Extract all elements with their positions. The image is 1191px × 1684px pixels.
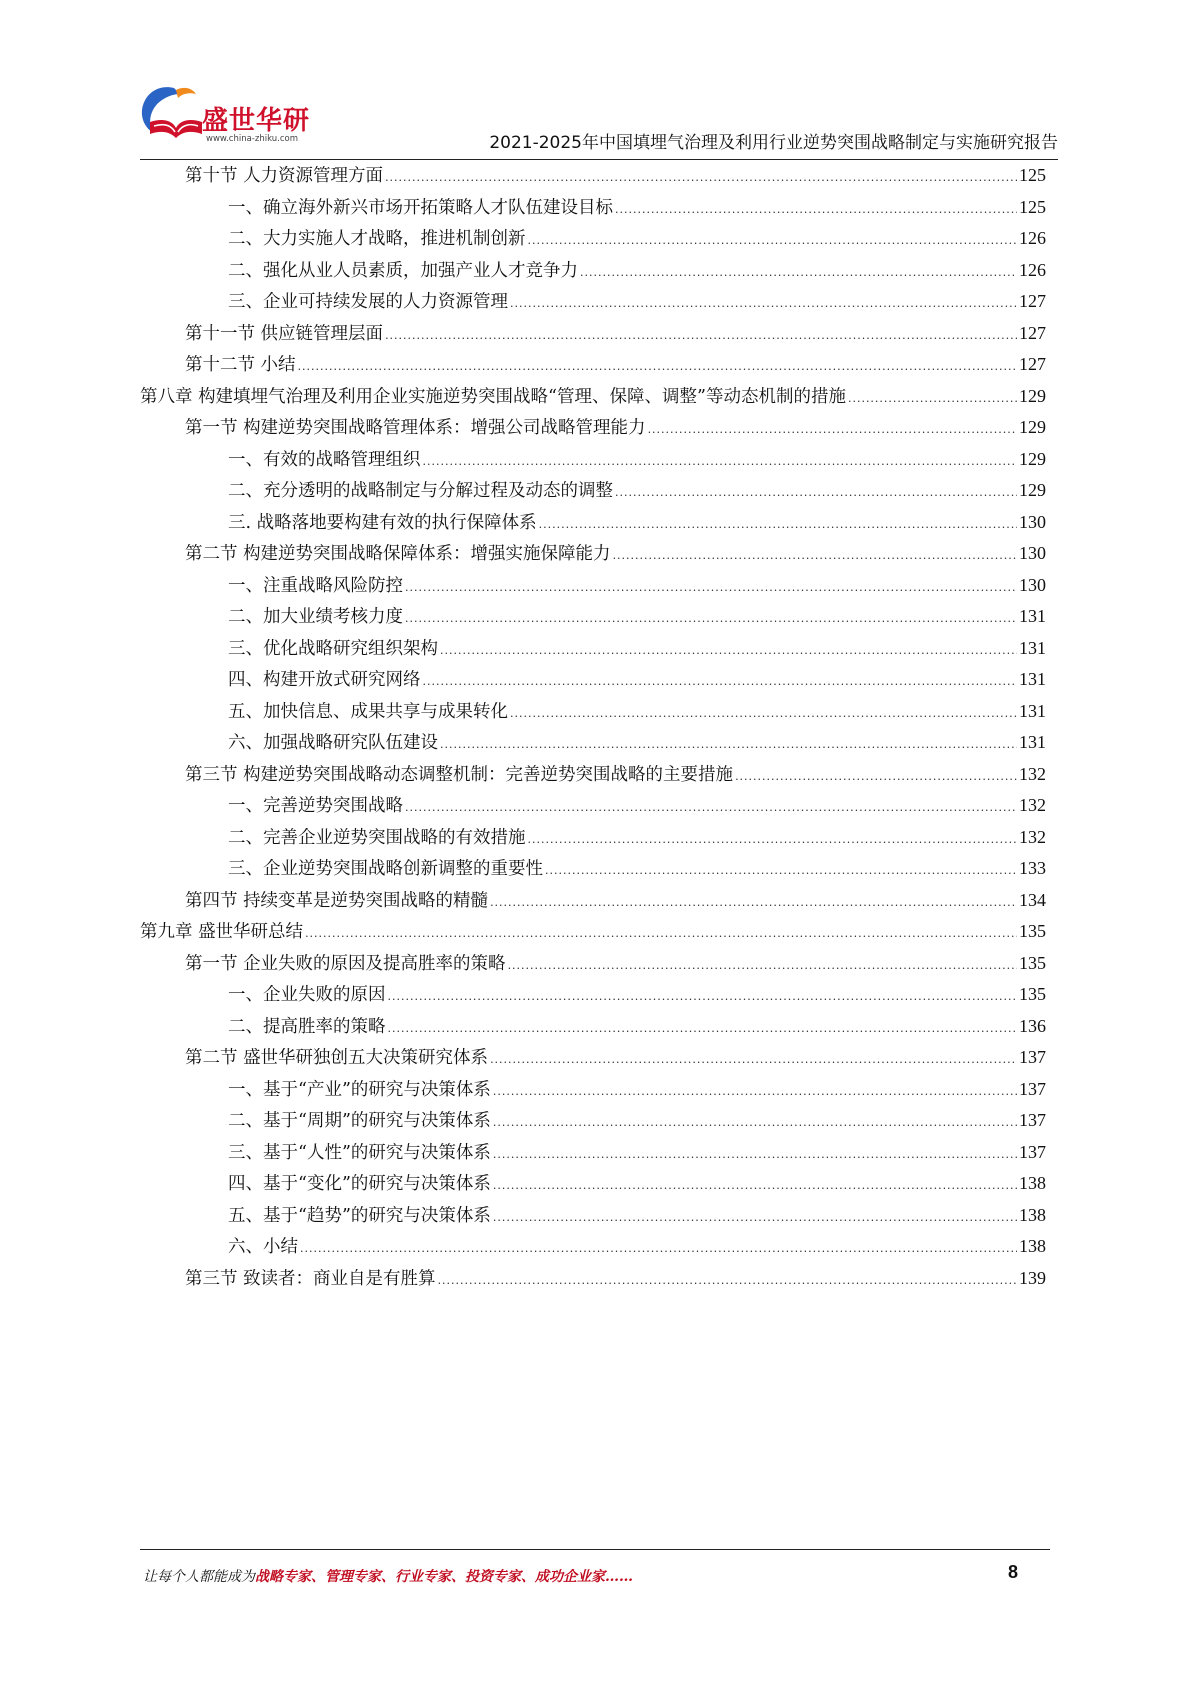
toc-dot-leader xyxy=(615,477,1017,509)
toc-entry-title: 一、基于“产业”的研究与决策体系 xyxy=(228,1079,491,1100)
toc-dot-leader xyxy=(539,509,1017,541)
logo-brand-name: 盛世华研 xyxy=(202,106,311,136)
toc-dot-leader xyxy=(405,572,1017,604)
toc-dot-leader xyxy=(423,446,1018,478)
toc-dot-leader xyxy=(528,824,1018,856)
toc-entry-title: 第三节 致读者：商业自是有胜算 xyxy=(185,1268,436,1289)
toc-dot-leader xyxy=(405,603,1017,635)
toc-entry-page: 126 xyxy=(1019,228,1046,248)
toc-entry-title: 六、小结 xyxy=(228,1237,298,1257)
toc-entry[interactable] xyxy=(140,633,1046,665)
toc-entry-page: 133 xyxy=(1019,858,1046,878)
toc-entry-title: 四、基于“变化”的研究与决策体系 xyxy=(228,1174,491,1194)
toc-dot-leader xyxy=(405,792,1017,824)
toc-entry-page: 137 xyxy=(1019,1110,1046,1130)
footer-slogan xyxy=(143,1566,633,1586)
toc-entry[interactable] xyxy=(140,255,1046,287)
toc-entry[interactable] xyxy=(140,318,1046,350)
toc-dot-leader xyxy=(580,257,1017,289)
toc-entry-page: 137 xyxy=(1019,1047,1046,1067)
toc-entry-title: 五、加快信息、成果共享与成果转化 xyxy=(228,701,508,722)
toc-entry-page: 130 xyxy=(1019,543,1046,563)
toc-entry-page: 135 xyxy=(1019,984,1046,1004)
toc-entry-page: 139 xyxy=(1019,1267,1046,1288)
toc-dot-leader xyxy=(490,887,1017,919)
toc-dot-leader xyxy=(545,855,1017,887)
toc-entry[interactable] xyxy=(140,1011,1046,1043)
toc-entry-page: 132 xyxy=(1019,795,1046,815)
toc-dot-leader xyxy=(438,1265,1017,1297)
toc-entry[interactable] xyxy=(140,853,1046,885)
toc-entry-page: 129 xyxy=(1019,385,1046,406)
toc-dot-leader xyxy=(648,414,1017,446)
toc-entry[interactable] xyxy=(140,570,1046,602)
toc-entry[interactable] xyxy=(140,192,1046,224)
toc-entry-page: 130 xyxy=(1019,574,1046,595)
brand-logo xyxy=(140,82,310,152)
toc-entry-page: 132 xyxy=(1019,763,1046,784)
toc-entry-title: 第十二节 小结 xyxy=(185,355,296,375)
toc-entry-title: 二、加大业绩考核力度 xyxy=(228,607,403,627)
toc-entry[interactable] xyxy=(140,1168,1046,1200)
toc-entry-title: 第二节 盛世华研独创五大决策研究体系 xyxy=(185,1048,489,1068)
toc-entry[interactable] xyxy=(140,381,1046,413)
toc-entry-title: 第三节 构建逆势突围战略动态调整机制：完善逆势突围战略的主要措施 xyxy=(185,764,734,785)
toc-entry-page: 131 xyxy=(1019,637,1046,658)
toc-entry-page: 138 xyxy=(1019,1236,1046,1256)
toc-entry-title: 一、注重战略风险防控 xyxy=(228,575,403,596)
toc-entry-page: 127 xyxy=(1019,291,1046,311)
toc-dot-leader xyxy=(385,162,1017,194)
toc-entry-title: 第二节 构建逆势突围战略保障体系：增强实施保障能力 xyxy=(185,544,611,564)
page-number: 8 xyxy=(1008,1562,1019,1582)
toc-entry-page: 136 xyxy=(1019,1015,1046,1036)
toc-entry[interactable] xyxy=(140,1200,1046,1232)
toc-entry-page: 138 xyxy=(1019,1204,1046,1225)
toc-dot-leader xyxy=(613,540,1017,572)
toc-dot-leader xyxy=(528,225,1018,257)
toc-entry-title: 第一节 企业失败的原因及提高胜率的策略 xyxy=(185,953,506,974)
toc-entry[interactable] xyxy=(140,538,1046,570)
toc-entry-page: 131 xyxy=(1019,606,1046,626)
toc-entry-title: 第十节 人力资源管理方面 xyxy=(185,166,384,186)
toc-entry-title: 五、基于“趋势”的研究与决策体系 xyxy=(228,1205,491,1226)
toc-dot-leader xyxy=(848,383,1017,415)
toc-entry-page: 132 xyxy=(1019,826,1046,847)
toc-entry-title: 第八章 构建填埋气治理及利用企业实施逆势突围战略“管理、保障、调整”等动态机制的措施 xyxy=(140,386,846,407)
toc-entry-title: 二、提高胜率的策略 xyxy=(228,1016,386,1037)
toc-dot-leader xyxy=(423,666,1018,698)
toc-dot-leader xyxy=(298,351,1017,383)
logo-website-url: www.china-zhiku.com xyxy=(206,134,298,144)
toc-dot-leader xyxy=(493,1107,1017,1139)
toc-entry-page: 129 xyxy=(1019,480,1046,500)
slogan-roles: 战略专家、管理专家、行业专家、投资专家、成功企业家…… xyxy=(255,1569,633,1585)
toc-entry[interactable] xyxy=(140,727,1046,759)
toc-dot-leader xyxy=(388,1013,1018,1045)
toc-entry-page: 129 xyxy=(1019,448,1046,469)
toc-dot-leader xyxy=(493,1076,1017,1108)
toc-entry-title: 四、构建开放式研究网络 xyxy=(228,670,421,690)
toc-dot-leader xyxy=(508,950,1017,982)
toc-entry[interactable] xyxy=(140,916,1046,948)
toc-entry-page: 129 xyxy=(1019,417,1046,437)
toc-entry-page: 125 xyxy=(1019,165,1046,185)
toc-dot-leader xyxy=(388,981,1018,1013)
toc-dot-leader xyxy=(493,1139,1017,1171)
toc-entry-title: 二、强化从业人员素质，加强产业人才竞争力 xyxy=(228,260,578,281)
toc-entry[interactable] xyxy=(140,507,1046,539)
toc-entry-page: 130 xyxy=(1019,511,1046,532)
toc-entry-title: 三、基于“人性”的研究与决策体系 xyxy=(228,1142,491,1163)
toc-entry-title: 一、完善逆势突围战略 xyxy=(228,796,403,816)
footer-divider xyxy=(140,1549,1050,1550)
toc-entry-page: 125 xyxy=(1019,196,1046,217)
toc-entry-title: 第九章 盛世华研总结 xyxy=(140,922,304,942)
toc-entry[interactable] xyxy=(140,1137,1046,1169)
report-title: 2021-2025年中国填埋气治理及利用行业逆势突围战略制定与实施研究报告 xyxy=(489,133,1058,153)
toc-entry[interactable] xyxy=(140,664,1046,696)
toc-dot-leader xyxy=(305,918,1017,950)
toc-entry-title: 第一节 构建逆势突围战略管理体系：增强公司战略管理能力 xyxy=(185,418,646,438)
toc-entry-page: 126 xyxy=(1019,259,1046,280)
toc-dot-leader xyxy=(510,288,1017,320)
toc-entry[interactable] xyxy=(140,160,1046,192)
toc-entry-title: 三. 战略落地要构建有效的执行保障体系 xyxy=(228,512,537,533)
toc-dot-leader xyxy=(300,1233,1017,1265)
toc-entry[interactable] xyxy=(140,885,1046,917)
toc-entry-title: 一、企业失败的原因 xyxy=(228,985,386,1005)
toc-entry-page: 134 xyxy=(1019,889,1046,910)
toc-entry-page: 127 xyxy=(1019,322,1046,343)
toc-entry[interactable] xyxy=(140,790,1046,822)
toc-entry[interactable] xyxy=(140,475,1046,507)
toc-entry-title: 二、充分透明的战略制定与分解过程及动态的调整 xyxy=(228,481,613,501)
toc-dot-leader xyxy=(440,635,1017,667)
toc-entry-page: 131 xyxy=(1019,700,1046,721)
book-swoosh-logo-icon xyxy=(140,82,204,144)
toc-entry-page: 135 xyxy=(1019,952,1046,973)
toc-entry-title: 第四节 持续变革是逆势突围战略的精髓 xyxy=(185,890,489,911)
toc-dot-leader xyxy=(510,698,1017,730)
toc-entry-title: 三、优化战略研究组织架构 xyxy=(228,638,438,659)
toc-entry[interactable] xyxy=(140,412,1046,444)
toc-entry[interactable] xyxy=(140,601,1046,633)
toc-dot-leader xyxy=(735,761,1017,793)
toc-entry[interactable] xyxy=(140,1105,1046,1137)
toc-entry[interactable] xyxy=(140,444,1046,476)
toc-entry[interactable] xyxy=(140,349,1046,381)
toc-entry-title: 三、企业可持续发展的人力资源管理 xyxy=(228,292,508,312)
toc-entry-page: 131 xyxy=(1019,669,1046,689)
toc-entry-title: 一、确立海外新兴市场开拓策略人才队伍建设目标 xyxy=(228,197,613,218)
toc-dot-leader xyxy=(385,320,1017,352)
table-of-contents xyxy=(140,160,1046,1294)
toc-dot-leader xyxy=(440,729,1017,761)
toc-entry-page: 131 xyxy=(1019,732,1046,752)
toc-entry[interactable] xyxy=(140,1074,1046,1106)
toc-dot-leader xyxy=(493,1202,1017,1234)
toc-entry[interactable] xyxy=(140,1263,1046,1295)
toc-entry-page: 127 xyxy=(1019,354,1046,374)
toc-entry[interactable] xyxy=(140,223,1046,255)
toc-entry[interactable] xyxy=(140,759,1046,791)
toc-entry[interactable] xyxy=(140,1231,1046,1263)
toc-dot-leader xyxy=(615,194,1017,226)
toc-entry-page: 137 xyxy=(1019,1078,1046,1099)
toc-entry[interactable] xyxy=(140,286,1046,318)
page-header xyxy=(140,80,1058,162)
toc-entry[interactable] xyxy=(140,1042,1046,1074)
toc-entry-title: 三、企业逆势突围战略创新调整的重要性 xyxy=(228,859,543,879)
toc-entry-page: 137 xyxy=(1019,1141,1046,1162)
toc-dot-leader xyxy=(493,1170,1017,1202)
toc-entry-title: 一、有效的战略管理组织 xyxy=(228,449,421,470)
toc-entry[interactable] xyxy=(140,948,1046,980)
toc-entry-title: 二、完善企业逆势突围战略的有效措施 xyxy=(228,827,526,848)
toc-entry[interactable] xyxy=(140,979,1046,1011)
toc-entry-page: 135 xyxy=(1019,921,1046,941)
toc-dot-leader xyxy=(490,1044,1017,1076)
toc-entry[interactable] xyxy=(140,696,1046,728)
toc-entry[interactable] xyxy=(140,822,1046,854)
toc-entry-title: 二、基于“周期”的研究与决策体系 xyxy=(228,1111,491,1131)
toc-entry-page: 138 xyxy=(1019,1173,1046,1193)
slogan-prefix: 让每个人都能成为 xyxy=(143,1569,255,1585)
toc-entry-title: 六、加强战略研究队伍建设 xyxy=(228,733,438,753)
toc-entry-title: 第十一节 供应链管理层面 xyxy=(185,323,384,344)
toc-entry-title: 二、大力实施人才战略，推进机制创新 xyxy=(228,229,526,249)
